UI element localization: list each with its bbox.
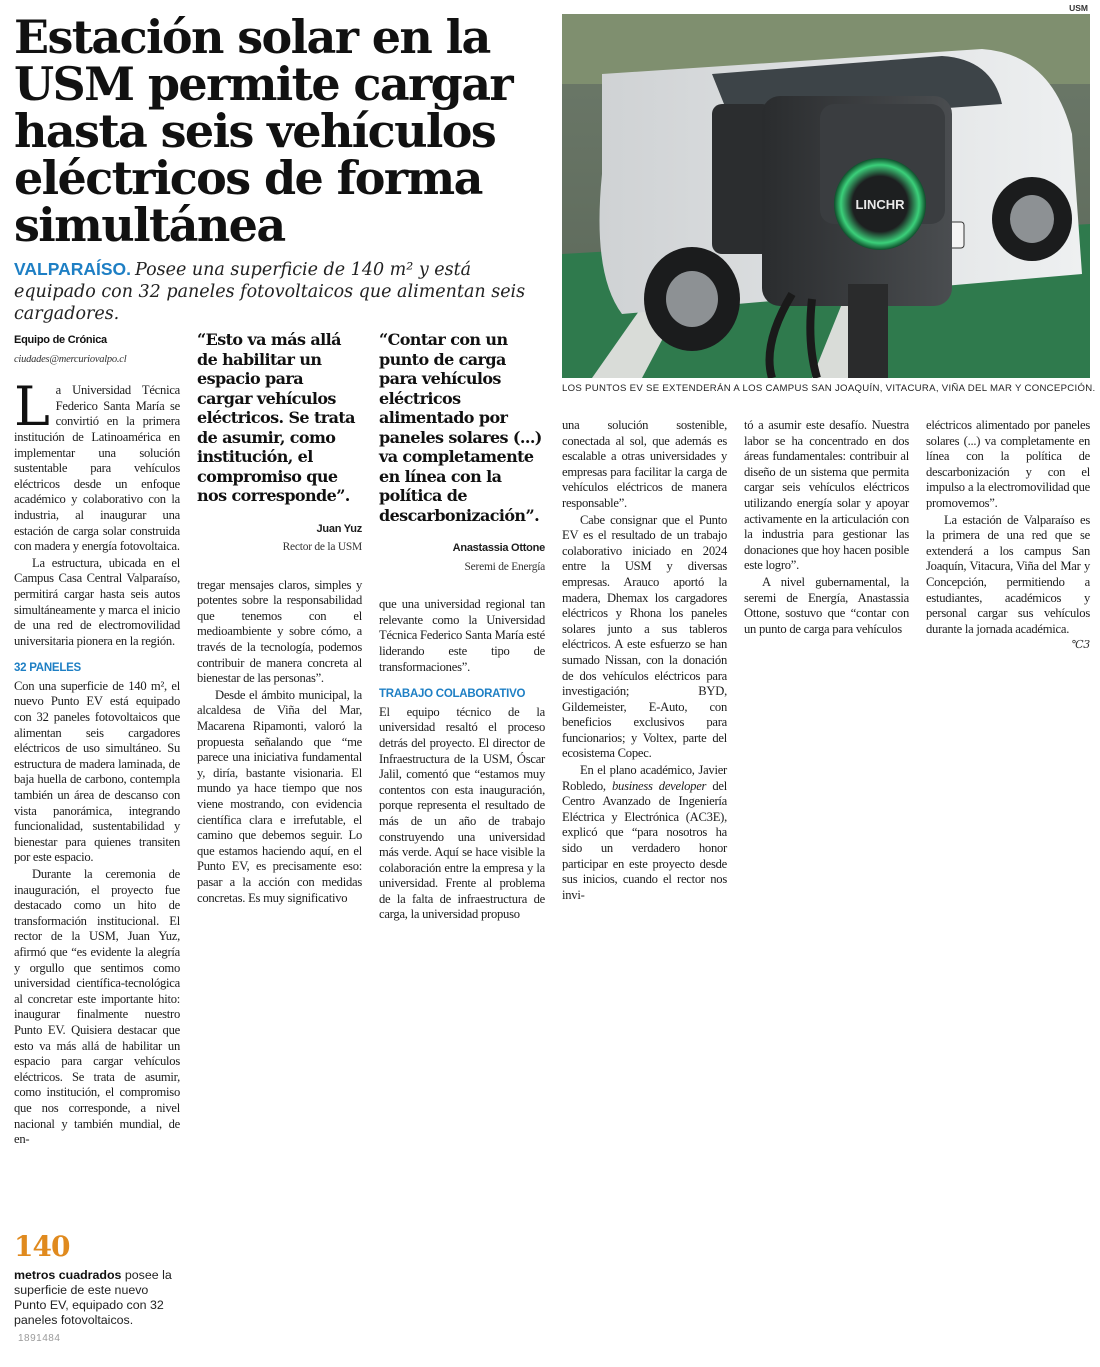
paragraph: El equipo técnico de la universidad resaltó el proceso detrás del proyecto. El director de Infraestructura de la USM, Óscar Jalil, comentó que “estamos muy contentos con esta inauguración, porque representa el resultado de más de un año de trabajo construyendo una universidad más verde. Aquí se hace visible la colaboración entre la empresa y la universidad. Frente al problema de la falta de infraestructura de carga, la universidad propuso bbox=[379, 704, 545, 922]
article-photo bbox=[562, 14, 1090, 378]
paragraph: La Universidad Técnica Federico Santa María se convirtió en la primera institución de Latinoamérica en implementar una solución sustentable para vehículos eléctricos desde un enfoque académico y colaborativo con la industria, al inaugurar una estación de carga solar construida con madera y energía fotovoltaica. bbox=[14, 375, 180, 554]
pull-quote-2-role: Seremi de Energía bbox=[464, 560, 545, 573]
paragraph: una solución sostenible, conectada al sol, que además es escalable a otras universidades y empresas para facilitar la carga de vehículos eléctricos de manera responsable”. bbox=[562, 418, 727, 510]
dropcap: L bbox=[14, 375, 50, 439]
paragraph: Desde el ámbito municipal, la alcaldesa de Viña del Mar, Macarena Ripamonti, valoró la propuesta señalando que “me parece una iniciativa fundamental y, diría, bastante visionaria. El mundo ya hace tiempo que nos viene mostrando, con evidencia científica clara e irrefutable, el camino que debemos seguir. Lo que estamos haciendo aquí, en el Punto EV, es precisamente eso: pasar a la acción con medidas concretas. Es muy significativo bbox=[197, 687, 362, 905]
fact-number: 140 bbox=[14, 1230, 70, 1263]
ev-charger-illustration bbox=[562, 14, 1090, 378]
paragraph: Durante la ceremonia de inauguración, el proyecto fue destacado como un hito de transformación institucional. El rector de la USM, Juan Yuz, afirmó que “es evidente la alegría y orgullo que sentimos como universidad científica-tecnológica al concretar este importante hito: inaugurar finalmente nuestro Punto EV. Quisiera destacar que esto va más allá de habilitar un espacio para cargar vehículos eléctricos. Se trata de asumir, como institución, el compromiso que nos corresponde, a nivel nacional y también mundial, de en- bbox=[14, 867, 180, 1147]
factbox bbox=[14, 1232, 182, 1328]
paragraph: tó a asumir este desafío. Nuestra labor se ha concentrado en dos áreas fundamentales: contribuir al diseño de un sistema que permita cargar seis vehículos eléctricos utilizando energía solar y apoyar activamente en la articulación con la industria para gestionar las donaciones que hoy hacen posible este logro”. bbox=[744, 418, 909, 573]
deck bbox=[14, 258, 554, 325]
byline-email: ciudades@mercuriovalpo.cl bbox=[14, 353, 127, 365]
paragraph: En el plano académico, Javier Robledo, business developer del Centro Avanzado de Ingeniería Eléctrica y Electrónica (AC3E), explicó que “para nosotros ha sido un verdadero honor participar en este proyecto desde sus inicios, cuando el rector nos invi- bbox=[562, 763, 727, 902]
fact-text: metros cuadrados posee la superficie de este nuevo Punto EV, equipado con 32 paneles fotovoltaicos. bbox=[14, 1268, 172, 1327]
subhead-32-paneles: 32 PANELES bbox=[14, 662, 81, 675]
paragraph: Con una superficie de 140 m², el nuevo Punto EV está equipado con 32 paneles fotovoltaicos que alimentan seis cargadores eléctricos de uso simultáneo. Su estructura de madera laminada, de baja huella de carbono, contempla también un área de descanso con vista panorámica, integrando funcionalidad, sustentabilidad y bienestar para quienes transiten por este espacio. bbox=[14, 678, 180, 865]
paragraph: La estación de Valparaíso es la primera de una red que se extenderá a los campus San Joaquín, Vitacura, Viña del Mar y Concepción, permitiendo a estudiantes, académicos y personal cargar sus vehículos durante la jornada académica. ℃3 bbox=[926, 512, 1090, 652]
column-4 bbox=[562, 418, 727, 903]
pull-quote-2-name: Anastassia Ottone bbox=[452, 542, 545, 554]
headline: Estación solar en la USM permite cargar hasta seis vehículos eléctricos de forma simultánea bbox=[14, 10, 513, 252]
charger-brand: LINCHR bbox=[855, 197, 905, 212]
paragraph: eléctricos alimentado por paneles solares (...) va completamente en línea con la política de descarbonización y con el impulso a la electromovilidad que promovemos”. bbox=[926, 418, 1090, 510]
paragraph: tregar mensajes claros, simples y potentes sobre la responsabilidad que tenemos con el medioambiente y sobre cómo, a través de la tecnología, podemos contribuir de manera concreta al bienestar de las personas”. bbox=[197, 577, 362, 686]
page-id: 1891484 bbox=[18, 1333, 61, 1344]
photo-caption: LOS PUNTOS EV SE EXTENDERÁN A LOS CAMPUS SAN JOAQUÍN, VITACURA, VIÑA DEL MAR Y CONCEPCIÓN. bbox=[562, 383, 1096, 394]
column-5 bbox=[744, 418, 909, 637]
pull-quote-2: “Contar con un punto de carga para vehículos eléctricos alimentado por paneles solares (...) va completamente en línea con la política de descarbonización”. bbox=[379, 330, 542, 525]
deck-text: Posee una superficie de 140 m² y está equipado con 32 paneles fotovoltaicos que alimentan seis cargadores. bbox=[14, 260, 526, 324]
paragraph: que una universidad regional tan relevante como la Universidad Técnica Federico Santa María esté liderando este tipo de transformaciones”. bbox=[379, 597, 545, 674]
column-2 bbox=[197, 330, 362, 906]
paragraph: A nivel gubernamental, la seremi de Energía, Anastassia Ottone, sostuvo que “contar con un punto de carga para vehículos bbox=[744, 574, 909, 636]
photo-credit: USM bbox=[1069, 3, 1088, 13]
pull-quote-1: “Esto va más allá de habilitar un espacio para cargar vehículos eléctricos. Se trata de asumir, como institución, el compromiso que nos corresponde”. bbox=[197, 330, 355, 505]
column-6 bbox=[926, 418, 1090, 653]
paragraph: La estructura, ubicada en el Campus Casa Central Valparaíso, permitirá cargar hasta seis autos simultáneamente y marca el inicio de una red de electromovilidad universitaria pionera en la región. bbox=[14, 555, 180, 648]
byline-author: Equipo de Crónica bbox=[14, 334, 107, 346]
pull-quote-1-name: Juan Yuz bbox=[316, 522, 362, 535]
column-3 bbox=[379, 330, 545, 923]
paragraph: Cabe consignar que el Punto EV es el resultado de un trabajo colaborativo iniciado en 2024 entre la USM y diversas empresas. Arauco aportó la madera, Dhemax los cargadores eléctricos y Rhona los paneles solares junto a sus tableros eléctricos. A este esfuerzo se han sumado Nissan, con la donación de dos vehículos eléctricos para investigación; BYD, Gildemeister, E-Auto, con beneficios exclusivos para funcionarios; y Voltex, parte del ecosistema Copec. bbox=[562, 512, 727, 761]
pull-quote-1-role: Rector de la USM bbox=[282, 541, 362, 554]
end-mark-icon: ℃3 bbox=[1071, 638, 1090, 652]
subhead-trabajo-colaborativo: TRABAJO COLABORATIVO bbox=[379, 688, 526, 701]
dateline-place: VALPARAÍSO. bbox=[14, 259, 131, 279]
column-1 bbox=[14, 333, 180, 1148]
